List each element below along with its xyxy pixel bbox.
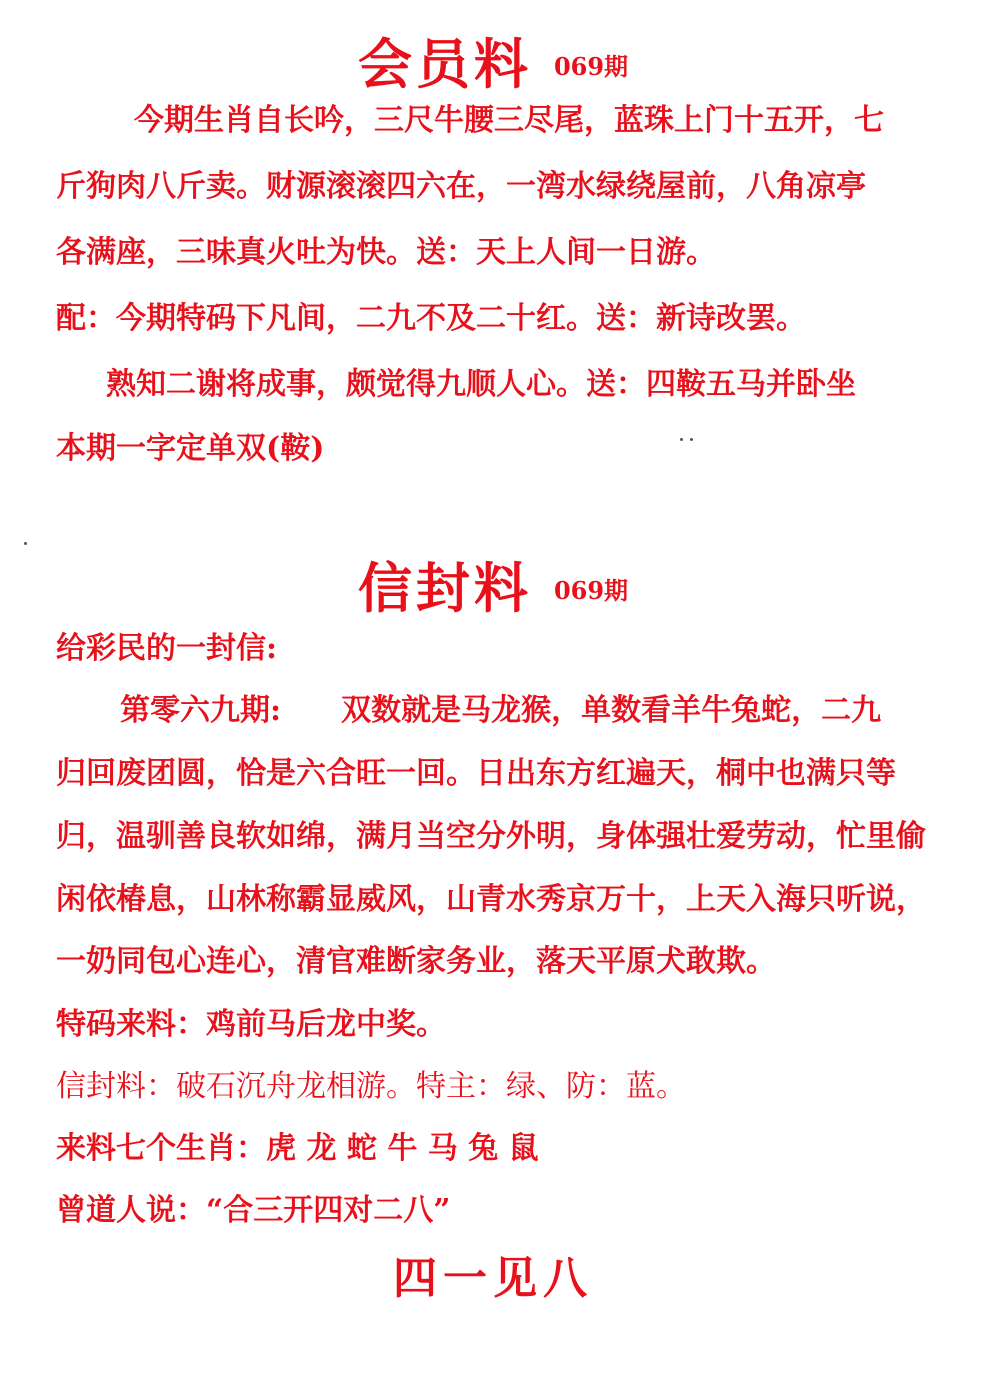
section1-issue: 069期 <box>553 52 629 81</box>
section2-line-4: 归，温驯善良软如绵，满月当空分外明，身体强壮爱劳动，忙里偷 <box>56 819 926 854</box>
section2-line-6: 一奶同包心连心，清官难断家务业，落天平原犬敢欺。 <box>56 944 776 979</box>
section2-title: 信封料 <box>357 556 532 620</box>
scan-speck <box>24 542 27 545</box>
section2-line-2: 第零六九期: 双数就是马龙猴，单数看羊牛兔蛇，二九 <box>120 693 882 728</box>
section2-line-9: 来料七个生肖：虎 龙 蛇 牛 马 兔 鼠 <box>56 1131 539 1166</box>
section2-line-10: 曾道人说：“合三开四对二八” <box>56 1193 451 1228</box>
section1-line-6: 本期一字定单双(鞍) <box>56 431 325 466</box>
final-text: 四一见八 <box>393 1253 593 1304</box>
section1-line-3: 各满座，三味真火吐为快。送：天上人间一日游。 <box>56 235 716 270</box>
section2-line-7: 特码来料：鸡前马后龙中奖。 <box>56 1007 446 1042</box>
section2-line-3: 归回废团圆，恰是六合旺一回。日出东方红遍天，桐中也满只等 <box>56 756 896 791</box>
section1-line-2: 斤狗肉八斤卖。财源滚滚四六在，一湾水绿绕屋前，八角凉亭 <box>56 169 866 204</box>
section2-line-5: 闲依椿息，山林称霸显威风，山青水秀京万十，上天入海只听说， <box>56 882 926 917</box>
section2-line-1: 给彩民的一封信: <box>56 631 278 666</box>
section1-line-1: 今期生肖自长吟，三尺牛腰三尽尾，蓝珠上门十五开，七 <box>134 103 884 138</box>
section1-title: 会员料 <box>357 32 532 96</box>
scan-speck <box>680 438 683 441</box>
section2-issue: 069期 <box>553 576 629 605</box>
section1-heading <box>0 22 986 99</box>
section2-heading <box>0 546 986 623</box>
section1-line-5: 熟知二谢将成事，颇觉得九顺人心。送：四鞍五马并卧坐 <box>106 367 856 402</box>
scan-speck <box>690 438 693 441</box>
section1-line-4: 配：今期特码下凡间，二九不及二十红。送：新诗改罢。 <box>56 301 806 336</box>
section2-line-8: 信封料：破石沉舟龙相游。特主：绿、防：蓝。 <box>56 1069 686 1104</box>
